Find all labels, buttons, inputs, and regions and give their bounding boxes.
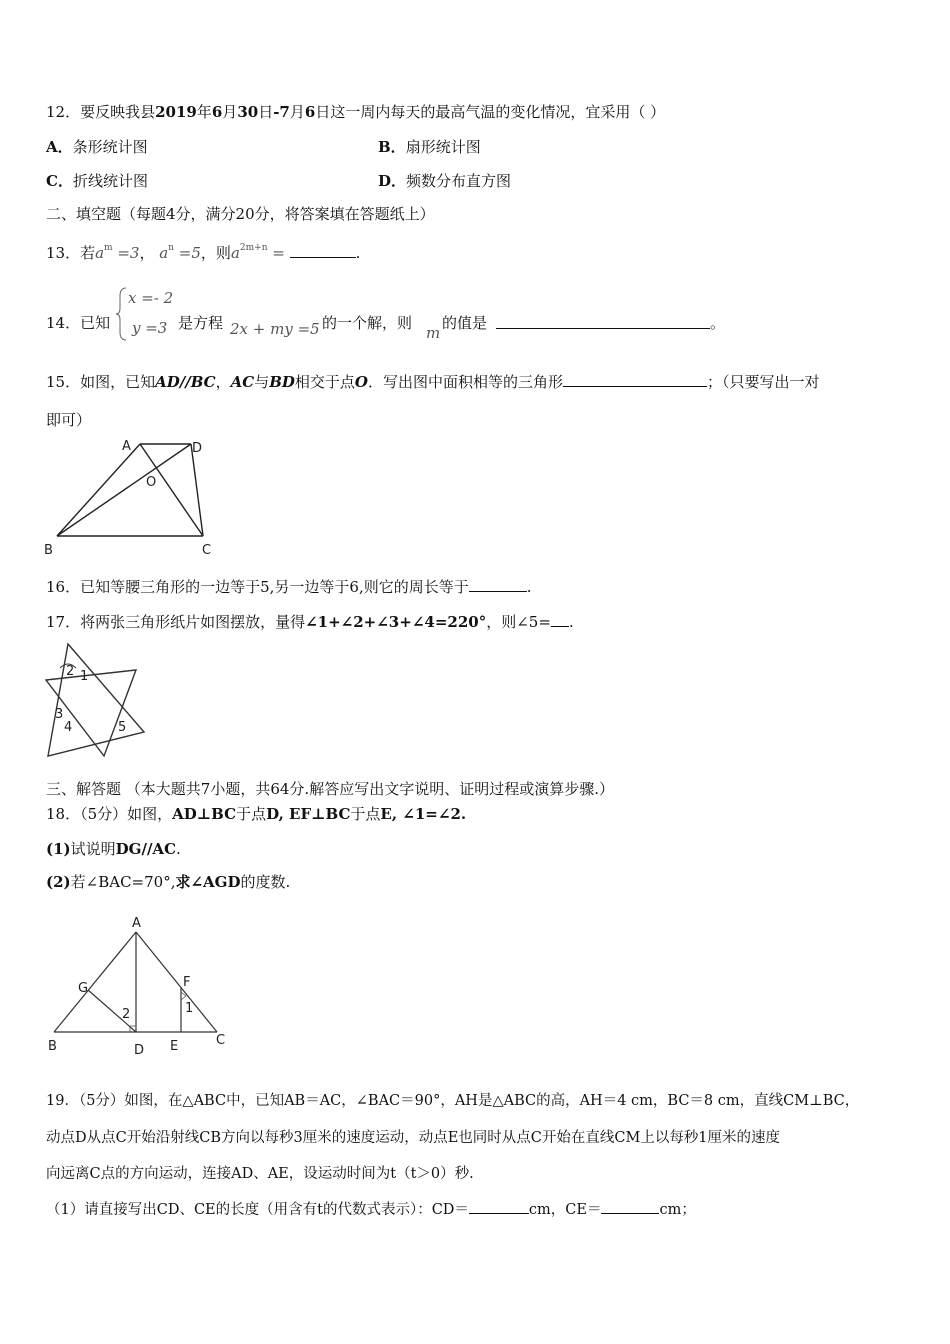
option-key: C． <box>46 172 73 190</box>
answer-blank[interactable] <box>563 372 707 387</box>
q18-math: E, ∠1=∠2. <box>380 805 467 823</box>
q15-math: O <box>354 373 368 391</box>
label-angle-1: 1 <box>185 1001 194 1016</box>
math-eq: = <box>267 244 285 262</box>
math-exp: n <box>168 243 175 253</box>
q18-text: 18．（5分）如图， <box>46 805 173 823</box>
math-exp: m <box>104 243 113 253</box>
q19-text: （1）请直接写出CD、CE的长度（用含有t的代数式表示）：CD＝ <box>46 1202 469 1218</box>
q13-text: 13．若 <box>46 244 96 262</box>
q17-figure <box>44 640 148 760</box>
q13-text: . <box>355 244 361 262</box>
q18-math: AD⊥BC <box>172 805 237 823</box>
label-d: D <box>192 441 203 456</box>
q12-stem <box>46 102 665 122</box>
math-eq: =3 <box>112 244 140 262</box>
q14-text: 是方程 <box>178 314 224 332</box>
option-key: B． <box>378 138 406 156</box>
q12-day2: 6 <box>304 103 316 121</box>
q17 <box>46 612 574 632</box>
q16-text: . <box>526 578 532 596</box>
label-b: B <box>48 1039 57 1054</box>
q12-text: 日这一周内每天的最高气温的变化情况，宜采用（ ） <box>315 103 666 121</box>
q14-text: 的一个解，则 <box>322 314 413 332</box>
q15-text: 相交于点 <box>294 373 355 391</box>
part-num: (1) <box>46 840 71 858</box>
q17-text: 17．将两张三角形纸片如图摆放，量得 <box>46 613 306 631</box>
answer-blank[interactable] <box>469 577 527 592</box>
section3-title <box>46 779 614 799</box>
q15-math: BD <box>269 373 295 391</box>
answer-blank[interactable] <box>290 243 356 258</box>
q14-text: 的值是 <box>442 314 488 332</box>
q18-part2 <box>46 872 290 892</box>
answer-blank-ce[interactable] <box>601 1199 659 1214</box>
q12-month: 6 <box>211 103 223 121</box>
q15-math: AC <box>230 373 255 391</box>
system-eq1: x =- 2 <box>128 289 174 307</box>
q17-cond: ∠1+∠2+∠3+∠4=220° <box>305 613 487 631</box>
label-angle-2: 2 <box>122 1007 131 1022</box>
q19-text: cm，CE＝ <box>528 1202 602 1218</box>
section3-title-b: （本大题共7小题，共64分.解答应写出文字说明、证明过程或演算步骤.） <box>125 780 614 798</box>
q12-text: 12．要反映我县 <box>46 103 156 121</box>
angle-label-1: 1 <box>80 669 89 684</box>
q16 <box>46 577 532 597</box>
q14-text: 14．已知 <box>46 314 111 332</box>
option-text: 扇形统计图 <box>405 138 481 156</box>
q18-text: 于点 <box>350 805 381 823</box>
q15-text: ， <box>215 373 231 391</box>
angle-label-3: 3 <box>55 707 64 722</box>
label-c: C <box>202 543 212 558</box>
q18-text: 的度数. <box>240 873 291 891</box>
q19-line2: 动点D从点C开始沿射线CB方向以每秒3厘米的速度运动，动点E也同时从点C开始在直线CM上以每秒1厘米的速度 <box>46 1130 781 1146</box>
answer-blank[interactable] <box>496 314 710 329</box>
q12-year: 2019 <box>155 103 197 121</box>
q18-math: DG//AC <box>115 840 177 858</box>
q18-math: 求∠AGD <box>175 873 241 891</box>
q13-text: ， <box>139 244 155 262</box>
triangle-1 <box>48 644 144 756</box>
option-key: D． <box>378 172 407 190</box>
answer-blank[interactable] <box>551 612 569 627</box>
math-var: m <box>426 324 441 342</box>
label-a: A <box>132 916 141 931</box>
q12-option-c <box>46 171 148 191</box>
brace-icon <box>116 286 128 342</box>
q17-text: ，则∠5= <box>486 613 551 631</box>
segment-ab <box>57 444 140 536</box>
q15-figure <box>40 436 220 558</box>
q19-line3: 向远离C点的方向运动，连接AD、AE，设运动时间为t（t＞0）秒. <box>46 1166 474 1182</box>
q15-math: AD//BC <box>155 373 216 391</box>
q18-math: D, EF⊥BC <box>266 805 351 823</box>
angle-label-2: 2 <box>66 664 75 679</box>
math-var: a <box>159 244 169 262</box>
section3-title-a: 三、解答题 <box>46 780 122 798</box>
option-text: 折线统计图 <box>72 172 148 190</box>
q18-text: 若∠BAC=70°, <box>70 873 176 891</box>
q12-text: 日 <box>258 103 274 121</box>
section2-title: 二、填空题（每题4分，满分20分，将答案填在答题纸上） <box>46 205 435 223</box>
angle-label-4: 4 <box>64 720 73 735</box>
math-exp: 2m+n <box>239 243 268 253</box>
q15 <box>46 372 820 392</box>
q13 <box>46 238 360 263</box>
part-num: (2) <box>46 873 71 891</box>
label-o: O <box>146 475 157 490</box>
label-b: B <box>44 543 53 558</box>
system-eq2: y =3 <box>132 319 168 337</box>
answer-blank-cd[interactable] <box>469 1199 529 1214</box>
q12-option-d <box>378 171 511 191</box>
segment-ac <box>136 932 217 1032</box>
equation: 2x + my =5 <box>230 320 320 338</box>
q18-text: 试说明 <box>70 840 116 858</box>
q12-text: 月 <box>289 103 305 121</box>
math-var: a <box>230 244 240 262</box>
q15-line2: 即可） <box>46 411 92 429</box>
option-key: A． <box>46 138 73 156</box>
q16-text: 16．已知等腰三角形的一边等于5,另一边等于6,则它的周长等于 <box>46 578 469 596</box>
q18-text: 于点 <box>236 805 267 823</box>
math-var: a <box>95 244 105 262</box>
q15-text: 与 <box>254 373 270 391</box>
math-eq: =5 <box>174 244 201 262</box>
q18-figure <box>44 912 234 1060</box>
q19-text: cm； <box>659 1202 696 1218</box>
label-c: C <box>216 1033 226 1048</box>
q12-text: 月 <box>222 103 238 121</box>
q19-part1 <box>46 1199 696 1220</box>
q18 <box>46 804 466 824</box>
q19-line1: 19．（5分）如图，在△ABC中，已知AB＝AC，∠BAC＝90°，AH是△ABC的高，AH＝4 cm，BC＝8 cm，直线CM⊥BC， <box>46 1093 860 1109</box>
q14-text: 。 <box>710 314 726 332</box>
q12-option-a <box>46 137 148 157</box>
q12-text: 年 <box>196 103 212 121</box>
q15-text: ．写出图中面积相等的三角形 <box>367 373 563 391</box>
q12-day: 30 <box>237 103 259 121</box>
label-e: E <box>170 1039 179 1054</box>
q17-text: . <box>568 613 574 631</box>
option-text: 频数分布直方图 <box>406 172 512 190</box>
angle-label-5: 5 <box>118 720 127 735</box>
q12-option-b <box>378 137 481 157</box>
label-f: F <box>183 975 191 990</box>
q12-month2: -7 <box>273 103 290 121</box>
q18-part1 <box>46 839 181 859</box>
q18-text: . <box>176 840 181 858</box>
q13-text: ，则 <box>200 244 231 262</box>
q15-text: 15．如图，已知 <box>46 373 156 391</box>
label-d: D <box>134 1043 145 1058</box>
q15-text: ；（只要写出一对 <box>707 373 820 391</box>
label-g: G <box>78 981 89 996</box>
option-text: 条形统计图 <box>72 138 148 156</box>
label-a: A <box>122 439 131 454</box>
